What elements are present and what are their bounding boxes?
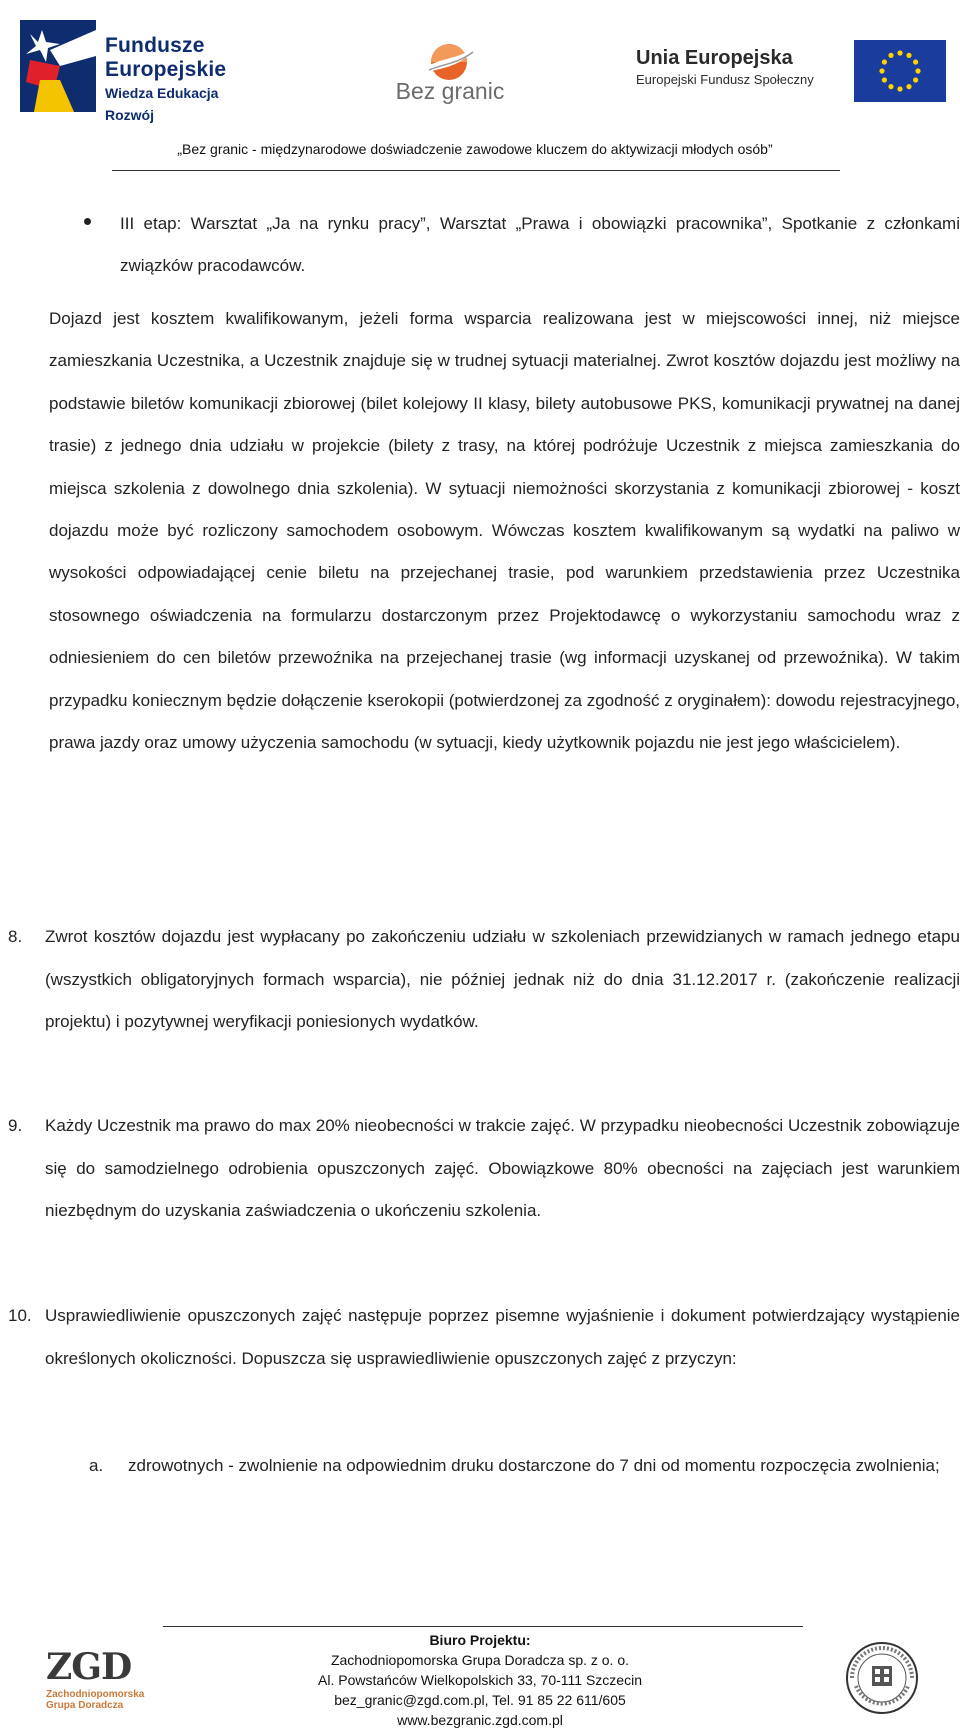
travel-cost-paragraph: Dojazd jest kosztem kwalifikowanym, jeżeli forma wsparcia realizowana jest w miejscowości innej, niż miejsce zamieszkania Uczestnika, a Uczestnik znajduje się w trudnej sytuacji materialnej. Zwrot kosztów dojazdu jest możliwy na podstawie biletów komunikacji zbiorowej (bilet kolejowy II klasy, bilety autobusowe PKS, komunikacji prywatnej na danej trasie) z jednego dnia udziału w projekcie (bilety z trasy, na której podróżuje Uczestnik z miejsca zamieszkania do miejsca szkolenia z dowolnego dnia szkolenia). W sytuacji niemożności skorzystania z komunikacji zbiorowej - koszt dojazdu może być rozliczony samochodem osobowym. Wówczas kosztem kwalifikowanym są wydatki na paliwo w wysokości odpowiadającej cenie biletu na przejechanej trasie, pod warunkiem przedstawienia przez Uczestnika stosownego oświadczenia na formularzu dostarczonym przez Projektodawcę o wykorzystaniu samochodu wraz z odniesieniem do cen biletów przewoźnika na przejechanej trasie (wg informacji uzyskanej od przewoźnika). W takim przypadku koniecznym będzie dołączenie kserokopii (potwierdzonej za zgodność z oryginałem): dowodu rejestracyjnego, prawa jazdy oraz umowy użyczenia samochodu (w sytuacji, kiedy użytkownik pojazdu nie jest jego właścicielem). — [49, 309, 960, 753]
sub-item-label: a. — [89, 1456, 104, 1475]
list-item-number: 8. — [8, 927, 23, 946]
fe-logo-line1: Fundusze — [105, 34, 205, 57]
fe-logo-line3: Wiedza Edukacja Rozwój — [105, 85, 219, 123]
zgd-logo-line1: Zachodniopomorska — [46, 1689, 145, 1700]
bullet-marker — [84, 218, 91, 225]
list-item-text: Każdy Uczestnik ma prawo do max 20% nieobecności w trakcie zajęć. W przypadku nieobecności Uczestnik zobowiązuje się do samodzielnego odrobienia opuszczonych zajęć. Obowiązkowe 80% obecności na zajęciach jest warunkiem niezbędnym do uzyskania zaświadczenia o ukończeniu szkolenia. — [45, 1116, 960, 1220]
list-item-text: Usprawiedliwienie opuszczonych zajęć następuje poprzez pisemne wyjaśnienie i dokument potwierdzający wystąpienie określonych okoliczności. Dopuszcza się usprawiedliwienie opuszczonych zajęć z przyczyn: — [45, 1306, 960, 1368]
unia-europejska-logo — [636, 36, 946, 106]
fe-logo-line2: Europejskie — [105, 58, 227, 81]
zgd-logo-mark: ZGD — [46, 1646, 132, 1688]
fundusze-europejskie-mark-icon — [20, 20, 96, 112]
footer-office-name: Zachodniopomorska Grupa Doradcza sp. z o. o. — [330, 1652, 630, 1668]
bez-granic-logo — [395, 38, 505, 108]
bullet-item-stage-3: III etap: Warsztat „Ja na rynku pracy”, Warsztat „Prawa i obowiązki pracownika”, Spotkanie z członkami związków pracodawców. — [120, 214, 960, 275]
sub-item-text: zdrowotnych - zwolnienie na odpowiednim druku dostarczone do 7 dni od momentu rozpoczęcia zwolnienia; — [128, 1456, 940, 1475]
integration-centre-seal-icon — [844, 1640, 920, 1716]
eu-logo-line1: Unia Europejska — [636, 47, 793, 69]
footer-address: Al. Powstańców Wielkopolskich 33, 70-111 Szczecin — [318, 1672, 642, 1688]
footer-contact: bez_granic@zgd.com.pl, Tel. 91 85 22 611/605 — [334, 1692, 626, 1708]
footer-website: www.bezgranic.zgd.com.pl — [397, 1712, 563, 1728]
eu-flag-icon — [854, 40, 946, 102]
footer-divider — [163, 1626, 803, 1627]
zgd-logo-line2: Grupa Doradcza — [46, 1700, 124, 1711]
fundusze-europejskie-text — [105, 34, 270, 126]
footer-contact-block — [230, 1630, 730, 1730]
footer-office-label: Biuro Projektu: — [429, 1632, 531, 1648]
zgd-logo — [46, 1645, 146, 1710]
eu-logo-line2: Europejski Fundusz Społeczny — [636, 72, 814, 87]
list-item-number: 9. — [8, 1116, 23, 1135]
fundusze-europejskie-logo — [20, 18, 270, 123]
list-item-text: Zwrot kosztów dojazdu jest wypłacany po zakończeniu udziału w szkoleniach przewidzianych w ramach jednego etapu (wszystkich obligatoryjnych formach wsparcia), nie później jednak niż do dnia 31.12.2017 r. (zakończenie realizacji projektu) i pozytywnej weryfikacji poniesionych wydatków. — [45, 927, 960, 1031]
unia-europejska-text — [636, 46, 814, 90]
bez-granic-logo-text: Bez granic — [395, 78, 505, 104]
document-header — [0, 0, 960, 175]
zgd-logo-subtitle — [46, 1689, 144, 1711]
project-tagline: „Bez granic - międzynarodowe doświadczenie zawodowe kluczem do aktywizacji młodych osób” — [177, 141, 773, 157]
list-item-number: 10. — [8, 1306, 32, 1325]
footer-office-line — [230, 1630, 730, 1670]
header-divider — [112, 170, 840, 171]
